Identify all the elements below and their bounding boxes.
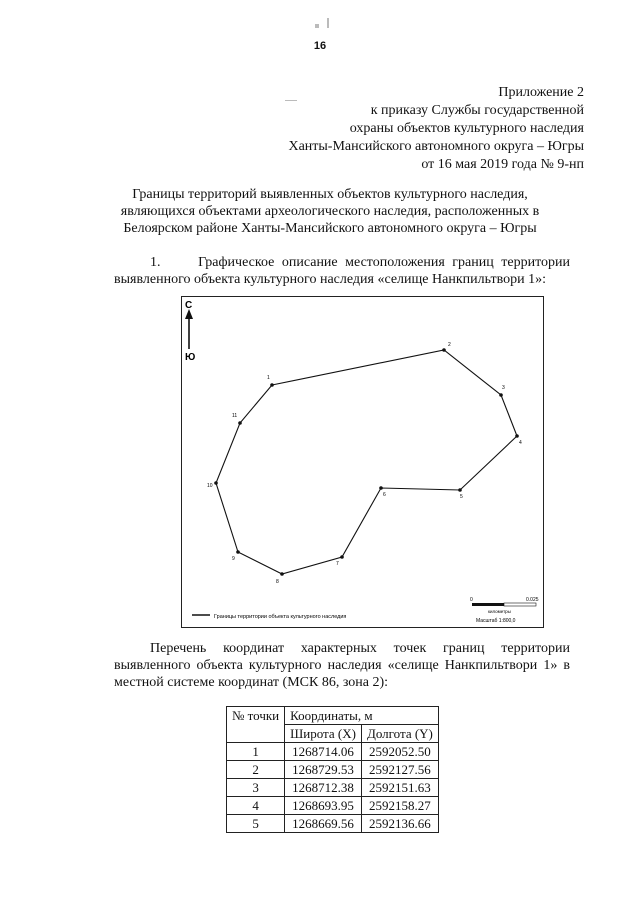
south-label: Ю <box>185 352 196 363</box>
boundary-point-7 <box>340 555 344 559</box>
boundary-point-1 <box>270 383 274 387</box>
row-x: 1268729.53 <box>285 761 362 779</box>
boundary-point-label: 4 <box>519 440 522 446</box>
header-point-number: № точки <box>227 707 285 743</box>
boundary-point-11 <box>238 421 242 425</box>
boundary-point-label: 11 <box>232 413 238 419</box>
appendix-line: от 16 мая 2019 года № 9-нп <box>421 157 584 172</box>
row-point-number: 5 <box>227 815 285 833</box>
boundary-points <box>207 342 522 585</box>
header-coordinates: Координаты, м <box>285 707 439 725</box>
scan-speck <box>327 18 329 28</box>
boundary-point-label: 7 <box>336 561 339 567</box>
section-1-number: 1. <box>150 255 161 270</box>
legend-label: Границы территории объекта культурного наследия <box>214 614 347 620</box>
document-heading <box>100 186 560 237</box>
heading-line: Границы территорий выявленных объектов культурного наследия, <box>132 187 528 202</box>
row-y: 2592136.66 <box>361 815 438 833</box>
scan-speck <box>315 24 319 28</box>
table-row <box>227 761 439 779</box>
boundary-point-10 <box>214 481 218 485</box>
boundary-point-label: 8 <box>276 579 279 585</box>
row-point-number: 3 <box>227 779 285 797</box>
boundary-point-9 <box>236 550 240 554</box>
appendix-line: Приложение 2 <box>498 85 584 100</box>
scale-bar <box>472 603 536 606</box>
boundary-point-label: 3 <box>502 385 505 391</box>
boundary-point-label: 9 <box>232 556 235 562</box>
territory-boundary <box>216 350 517 574</box>
boundary-point-label: 10 <box>207 483 213 489</box>
row-point-number: 1 <box>227 743 285 761</box>
boundary-point-6 <box>379 486 383 490</box>
appendix-block <box>288 84 584 174</box>
heading-line: Белоярском районе Ханты-Мансийского автономного округа – Югры <box>123 221 537 236</box>
boundary-point-5 <box>458 488 462 492</box>
row-x: 1268669.56 <box>285 815 362 833</box>
table-row <box>227 815 439 833</box>
row-y: 2592052.50 <box>361 743 438 761</box>
section-2-paragraph: Перечень координат характерных точек границ территории выявленного объекта культурного наследия «селище Нанкпильтвори 1» в местной системе координат (МСК 86, зона 2): <box>114 641 570 690</box>
scale-start: 0 <box>470 597 473 603</box>
boundary-map-svg <box>182 297 543 627</box>
boundary-point-2 <box>442 348 446 352</box>
north-label: С <box>185 300 193 311</box>
header-latitude-x: Широта (X) <box>285 725 362 743</box>
boundary-map <box>181 296 544 628</box>
scale-unit: километры <box>488 609 511 614</box>
table-row <box>227 797 439 815</box>
table-row <box>227 779 439 797</box>
row-point-number: 2 <box>227 761 285 779</box>
appendix-line: к приказу Службы государственной <box>370 103 584 118</box>
row-x: 1268712.38 <box>285 779 362 797</box>
appendix-line: Ханты-Мансийского автономного округа – Югры <box>288 139 584 154</box>
north-arrow-icon <box>185 309 193 349</box>
boundary-point-3 <box>499 393 503 397</box>
page-number: 16 <box>313 40 327 52</box>
boundary-point-label: 2 <box>448 342 451 348</box>
row-x: 1268714.06 <box>285 743 362 761</box>
scale-end: 0.025 <box>526 597 539 603</box>
row-y: 2592158.27 <box>361 797 438 815</box>
coordinates-table <box>226 706 439 833</box>
header-longitude-y: Долгота (Y) <box>361 725 438 743</box>
row-y: 2592151.63 <box>361 779 438 797</box>
row-point-number: 4 <box>227 797 285 815</box>
table-row <box>227 743 439 761</box>
boundary-point-4 <box>515 434 519 438</box>
boundary-point-8 <box>280 572 284 576</box>
boundary-point-label: 5 <box>460 494 463 500</box>
boundary-point-label: 6 <box>383 492 386 498</box>
heading-line: являющихся объектами археологического наследия, расположенных в <box>120 204 540 219</box>
appendix-line: охраны объектов культурного наследия <box>349 121 584 136</box>
section-1-paragraph <box>114 254 570 288</box>
row-x: 1268693.95 <box>285 797 362 815</box>
scale-ratio: Масштаб 1:800,0 <box>476 618 516 624</box>
boundary-point-label: 1 <box>267 375 270 381</box>
section-1-text: Графическое описание местоположения границ территории выявленного объекта культурного наследия «селище Нанкпильтвори 1»: <box>114 255 570 287</box>
row-y: 2592127.56 <box>361 761 438 779</box>
